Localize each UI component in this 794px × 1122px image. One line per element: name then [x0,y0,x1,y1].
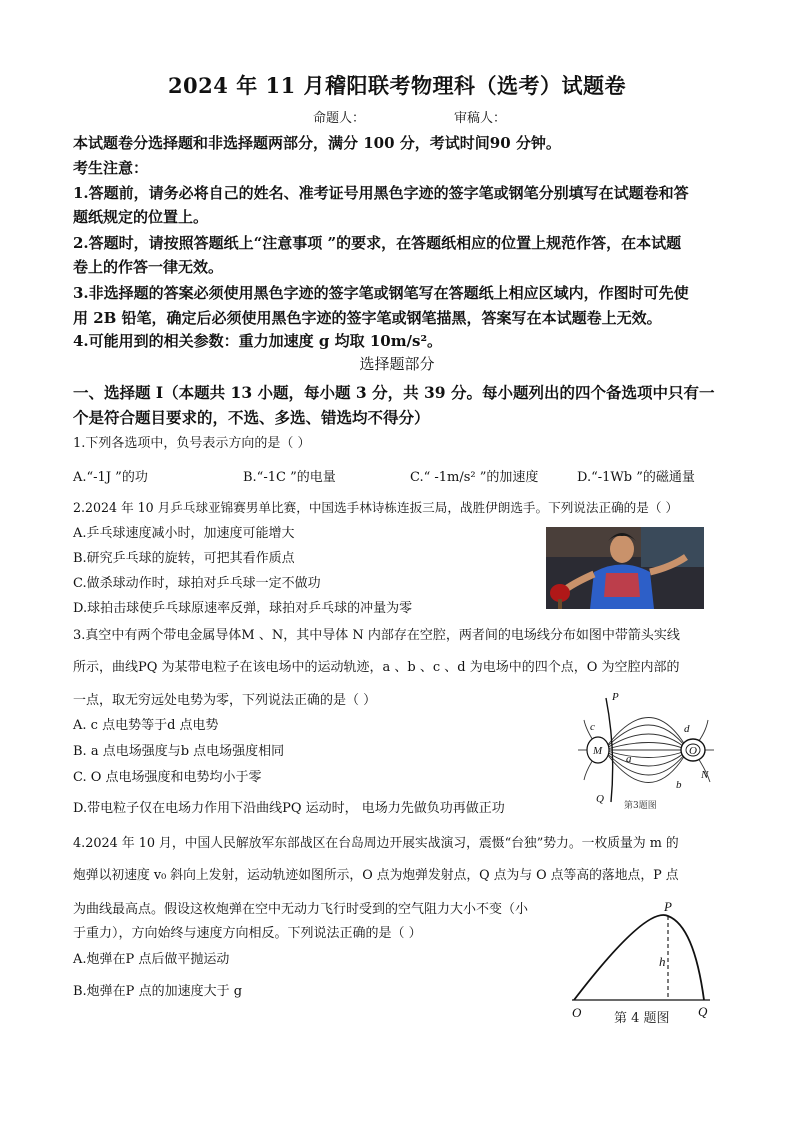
q4-fig-caption: 第 4 题图 [614,1011,670,1026]
notice-line: 2.答题时，请按照答题纸上“注意事项 ”的要求，在答题纸相应的位置上规范作答，在本试题 [73,234,682,252]
q4-line: 4.2024 年 10 月，中国人民解放军东部战区在台岛周边开展实战演习，震慑“台独”势力。一枚质量为 m 的 [73,836,679,851]
q3-option-a: A. c 点电势等于d 点电势 [73,718,219,733]
notice-line: 4.可能用到的相关参数：重力加速度 g 均取 10m/s²。 [73,332,443,350]
q1-option-c: C.“ -1m/s² ”的加速度 [410,470,539,485]
q2-stem: 2.2024 年 10 月乒乓球亚锦赛男单比赛，中国选手林诗栋连扳三局，战胜伊朗选手。下列说法正确的是（ ） [73,500,679,515]
notice-title: 考生注意： [73,159,149,177]
q4-label-h: h [659,954,666,969]
q3-fig-caption: 第3题图 [624,801,657,811]
reviewer-label: 审稿人： [454,111,507,126]
q3-option-d: D.带电粒子仅在电场力作用下沿曲线PQ 运动时， 电场力先做负功再做正功 [73,801,505,816]
q2-option-c: C.做杀球动作时，球拍对乒乓球一定不做功 [73,576,321,591]
q3-label-n: N [701,769,709,781]
part1-line: 个是符合题目要求的，不选、多选、错选均不得分） [73,408,430,427]
q4-line: 为曲线最高点。假设这枚炮弹在空中无动力飞行时受到的空气阻力大小不变（小 [73,902,529,917]
part1-line: 一、选择题 Ⅰ（本题共 13 小题，每小题 3 分，共 39 分。每小题列出的四个备选项中只有一 [73,383,715,402]
q3-label-q: Q [596,793,604,805]
q3-field-diagram [556,690,716,816]
table-tennis-photo [546,527,704,609]
notice-line: 3.非选择题的答案必须使用黑色字迹的签字笔或钢笔写在答题纸上相应区域内，作图时可先使 [73,284,689,302]
q3-option-c: C. O 点电场强度和电势均小于零 [73,770,262,785]
q4-option-a: A.炮弹在P 点后做平抛运动 [73,952,230,967]
q3-label-o: O [689,745,697,757]
q1-stem: 1.下列各选项中，负号表示方向的是（ ） [73,436,311,451]
q2-option-b: B.研究乒乓球的旋转，可把其看作质点 [73,551,295,566]
q4-label-p: P [664,899,672,914]
q1-option-d: D.“-1Wb ”的磁通量 [577,470,695,485]
q3-option-b: B. a 点电场强度与b 点电场强度相同 [73,744,285,759]
q4-line: 于重力），方向始终与速度方向相反。下列说法正确的是（ ） [73,926,422,941]
q2-option-a: A.乒乓球速度减小时，加速度可能增大 [73,526,295,541]
q3-label-b: b [676,779,682,791]
q4-trajectory-diagram [566,896,726,1036]
q3-label-a: a [626,753,632,765]
q4-option-b: B.炮弹在P 点的加速度大于 g [73,984,243,999]
q3-label-p: P [612,691,619,703]
q3-line: 所示，曲线PQ 为某带电粒子在该电场中的运动轨迹，a 、b 、c 、d 为电场中的四个点，O 为空腔内部的 [73,660,680,675]
exam-title: 2024 年 11 月稽阳联考物理科（选考）试题卷 [167,73,627,98]
q4-label-o: O [572,1005,582,1020]
intro-text: 本试题卷分选择题和非选择题两部分，满分 100 分，考试时间90 分钟。 [73,134,561,152]
notice-line: 卷上的作答一律无效。 [73,258,224,276]
q4-line: 炮弹以初速度 v₀ 斜向上发射，运动轨迹如图所示，O 点为炮弹发射点，Q 点为与 O 点等高的落地点，P 点 [73,868,679,883]
q3-line: 3.真空中有两个带电金属导体M 、N，其中导体 N 内部存在空腔，两者间的电场线分布如图中带箭头实线 [73,628,680,643]
author-label: 命题人： [313,111,366,126]
q3-label-m: M [593,745,603,757]
q3-label-c: c [590,721,595,733]
q1-option-b: B.“-1C ”的电量 [243,470,336,485]
q3-label-d: d [684,723,690,735]
section-title: 选择题部分 [359,355,435,373]
q4-label-q: Q [698,1004,708,1019]
notice-line: 用 2B 铅笔，确定后必须使用黑色字迹的签字笔或钢笔描黑，答案写在本试题卷上无效。 [73,309,662,327]
q1-option-a: A.“-1J ”的功 [73,470,148,485]
q3-line: 一点，取无穷远处电势为零，下列说法正确的是（ ） [73,693,377,708]
notice-line: 题纸规定的位置上。 [73,208,209,226]
q2-option-d: D.球拍击球使乒乓球原速率反弹，球拍对乒乓球的冲量为零 [73,601,413,616]
notice-line: 1.答题前，请务必将自己的姓名、准考证号用黑色字迹的签字笔或钢笔分别填写在试题卷和答 [73,184,689,202]
